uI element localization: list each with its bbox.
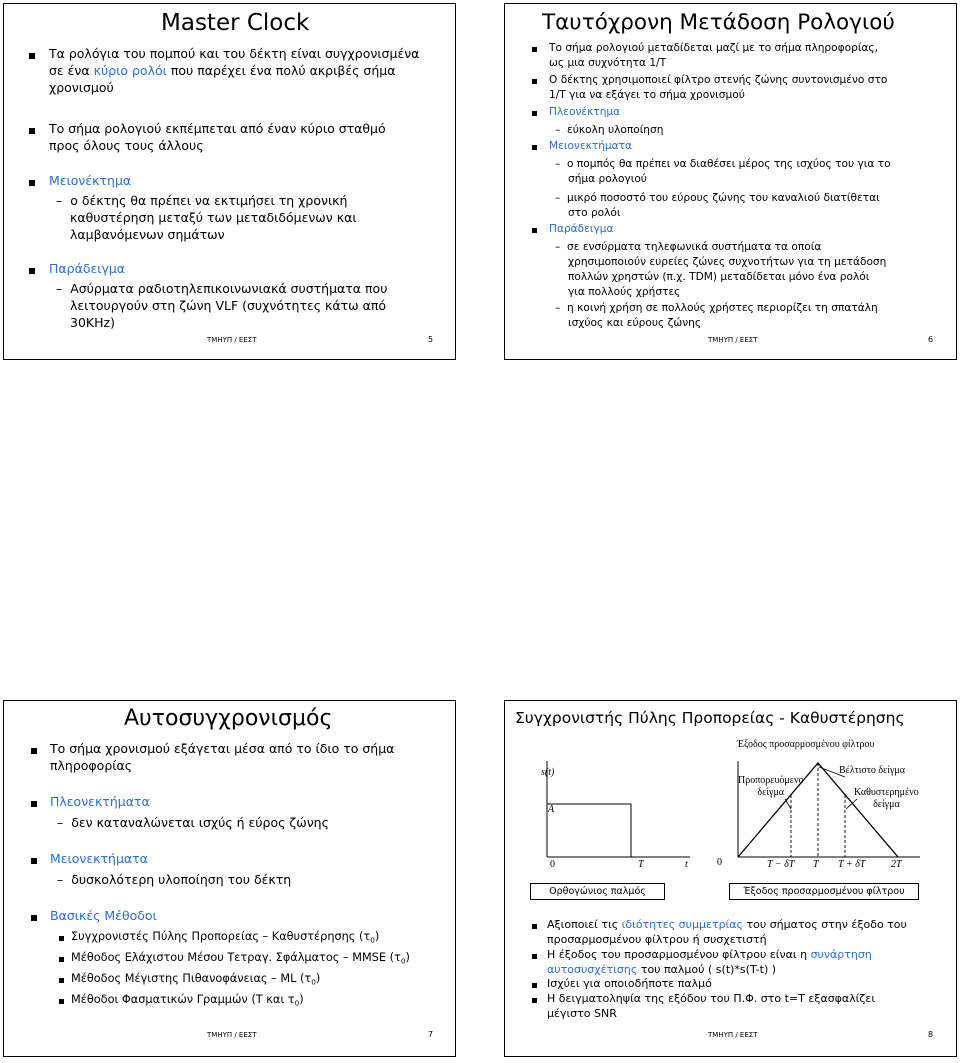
bullet-square-small (59, 936, 64, 941)
text-line: αυτοσυσχέτισης του παλμού ( s(t)*s(T-t) ) (547, 963, 777, 976)
dash-line: – ο πομπός θα πρέπει να διαθέσει μέρος της ισχύος του για το (555, 158, 891, 170)
page-number: 7 (428, 1030, 434, 1039)
T-minus-label: T − δT (767, 859, 795, 870)
highlight-text: αυτοσυσχέτισης (547, 963, 638, 976)
text-line: σήμα ρολογιού (568, 173, 647, 185)
bullet-square (31, 858, 37, 864)
bullet-square (29, 53, 35, 59)
page-number: 8 (928, 1030, 934, 1039)
bullet-square (532, 954, 537, 959)
slide-footer: ΤΜΗΥΠ / ΕΕΣΤ (708, 1031, 758, 1039)
section-label: Μειονέκτημα (49, 173, 132, 188)
bullet-square (532, 924, 537, 929)
bullet-square (532, 79, 537, 84)
dash-line: – δυσκολότερη υλοποίηση του δέκτη (57, 872, 292, 887)
page-number: 5 (428, 335, 434, 344)
text-line: ως μια συχνότητα 1/T (549, 57, 667, 69)
text-line: Το σήμα ρολογιού εκπέμπεται από έναν κύριο σταθμό (49, 121, 386, 136)
text-line: πληροφορίας (50, 758, 133, 773)
bullet-square (532, 228, 537, 233)
text-line: Ισχύει για οποιοδήποτε παλμό (547, 977, 712, 990)
slide-title: Ταυτόχρονη Μετάδοση Ρολογιού (542, 10, 895, 35)
section-label: Βασικές Μέθοδοι (50, 908, 157, 923)
highlight-text: κύριο ρολόι (93, 63, 167, 78)
bullet-square (29, 128, 35, 134)
section-label: Μειονεκτήματα (549, 140, 632, 152)
text-line: προς όλους τους άλλους (49, 138, 204, 153)
slide-simultaneous-clock (504, 3, 957, 360)
bullet-square (532, 998, 537, 1003)
dash-line: – δεν καταναλώνεται ισχύς ή εύρος ζώνης (57, 815, 329, 830)
method-line: Μέθοδος Ελάχιστου Μέσου Τετραγ. Σφάλματος – MMSE (τ0) (71, 951, 410, 966)
dash-line: – ο δέκτης θα πρέπει να εκτιμήσει τη χρονική (56, 193, 348, 208)
T-label: T (813, 859, 819, 870)
t-label: t (685, 859, 688, 870)
text-line: λαμβανόμενων σημάτων (70, 227, 225, 242)
bullet-square (532, 145, 537, 150)
text-line: 30KHz) (70, 315, 115, 330)
slide-footer: ΤΜΗΥΠ / ΕΕΣΤ (207, 1031, 257, 1039)
bullet-square-small (59, 957, 64, 962)
text-line: Ο δέκτης χρησιμοποιεί φίλτρο στενής ζώνης συντονισμένο στο (549, 74, 888, 86)
slide-master-clock (3, 3, 456, 360)
slide-title: Master Clock (161, 10, 310, 36)
amplitude-label: A (548, 804, 555, 815)
optimal-sample-label: Βέλτιστο δείγμα (839, 765, 905, 776)
caption-rect-pulse: Ορθογώνιος παλμός (530, 883, 665, 900)
text-line: Τα ρολόγια του πομπού και του δέκτη είναι συγχρονισμένα (49, 46, 420, 61)
method-line: Μέθοδοι Φασματικών Γραμμών (T και τ0) (71, 993, 304, 1008)
figure-top-label: Έξοδος προσαρμοσμένου φίλτρου (737, 739, 875, 750)
section-label: Μειονεκτήματα (50, 851, 148, 866)
slide-footer: ΤΜΗΥΠ / ΕΕΣΤ (708, 336, 758, 344)
text-line: μέγιστο SNR (547, 1007, 617, 1020)
section-label: Παράδειγμα (549, 223, 614, 235)
T-label: T (638, 859, 644, 870)
bullet-square (31, 748, 37, 754)
slide-title: Συγχρονιστής Πύλης Προπορείας - Καθυστέρησης (515, 709, 905, 727)
bullet-square (532, 111, 537, 116)
text-line: για πολλούς χρήστες (568, 286, 681, 298)
slide-early-late-gate (504, 700, 957, 1057)
bullet-square (29, 268, 35, 274)
text-line: στο ρολόι (568, 207, 621, 219)
bullet-square (29, 180, 35, 186)
text-line: 1/T για να εξάγει το σήμα χρονισμού (549, 89, 745, 101)
method-line: Συγχρονιστές Πύλης Προπορείας – Καθυστέρησης (τ0) (71, 930, 380, 945)
s-of-t-label: s(t) (541, 767, 555, 778)
T-plus-label: T + δT (838, 859, 866, 870)
zero-label: 0 (717, 857, 722, 868)
highlight-text: ιδιότητες συμμετρίας (621, 918, 743, 931)
zero-label: 0 (550, 859, 555, 870)
section-label: Παράδειγμα (49, 261, 126, 276)
slide-self-sync (3, 700, 456, 1057)
twoT-label: 2T (891, 859, 902, 870)
dash-line: – μικρό ποσοστό του εύρους ζώνης του καναλιού διατίθεται (555, 192, 880, 204)
text-line: σε ένα κύριο ρολόι που παρέχει ένα πολύ ακριβές σήμα (49, 63, 396, 78)
text-line: χρησιμοποιούν ευρείες ζώνες συχνοτήτων για τη μετάδοση (568, 256, 887, 268)
rect-pulse (547, 804, 631, 857)
early-sample-label: Προπορευόμενο δείγμα (738, 775, 804, 798)
dash-line: – Ασύρματα ραδιοτηλεπικοινωνιακά συστήματα που (56, 281, 388, 296)
bullet-square-small (59, 999, 64, 1004)
slide-title: Αυτοσυγχρονισμός (124, 706, 333, 731)
text-line: Αξιοποιεί τις ιδιότητες συμμετρίας του σήματος στην έξοδο του (547, 918, 907, 931)
text-line: Η δειγματοληψία της εξόδου του Π.Φ. στο t=T εξασφαλίζει (547, 992, 876, 1005)
dash-line: – η κοινή χρήση σε πολλούς χρήστες περιορίζει τη σπατάλη (555, 302, 878, 314)
bullet-square (532, 983, 537, 988)
text-line: ισχύος και εύρους ζώνης (568, 317, 702, 329)
text-line: καθυστέρηση μεταξύ των μεταδιδόμενων και (70, 210, 357, 225)
text-line: Το σήμα χρονισμού εξάγεται μέσα από το ίδιο το σήμα (50, 741, 395, 756)
text-line: Η έξοδος του προσαρμοσμένου φίλτρου είναι η συνάρτηση (547, 948, 872, 961)
text-line: προσαρμοσμένου φίλτρου ή συσχετιστή (547, 933, 767, 946)
section-label: Πλεονεκτήματα (50, 794, 150, 809)
text-line: πολλών χρηστών (π.χ. TDM) μεταδίδεται μόνο ένα ρολόι (568, 271, 870, 283)
page-number: 6 (928, 335, 934, 344)
caption-matched-filter: Έξοδος προσαρμοσμένου φίλτρου (729, 883, 919, 900)
bullet-square (31, 801, 37, 807)
bullet-square (532, 47, 537, 52)
early-arrow (785, 799, 791, 809)
text-line: χρονισμού (49, 80, 114, 95)
late-sample-label: Καθυστερημένο δείγμα (854, 787, 919, 810)
slide-footer: ΤΜΗΥΠ / ΕΕΣΤ (207, 336, 257, 344)
dash-line: – εύκολη υλοποίηση (555, 124, 664, 136)
highlight-text: συνάρτηση (810, 948, 872, 961)
dash-line: – σε ενσύρματα τηλεφωνικά συστήματα τα οποία (555, 241, 822, 253)
bullet-square (31, 915, 37, 921)
bullet-square-small (59, 978, 64, 983)
section-label: Πλεονέκτημα (549, 106, 621, 118)
text-line: λειτουργούν στη ζώνη VLF (συχνότητες κάτω από (70, 298, 387, 313)
method-line: Μέθοδος Μέγιστης Πιθανοφάνειας – ML (τ0) (71, 972, 321, 987)
text-line: Το σήμα ρολογιού μεταδίδεται μαζί με το σήμα πληροφορίας, (549, 42, 878, 54)
